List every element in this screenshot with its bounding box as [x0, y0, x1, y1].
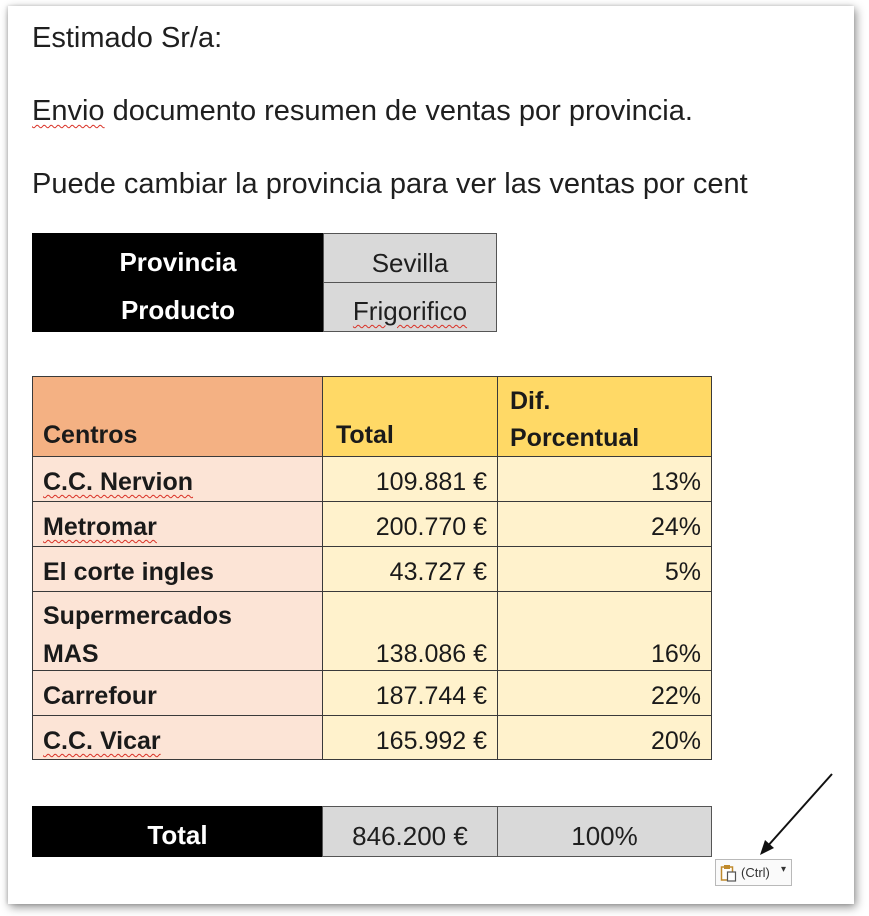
centro-name: C.C. Vicar — [43, 727, 161, 755]
table-row-dif: 13% — [497, 456, 712, 502]
provincia-value[interactable]: Sevilla — [323, 233, 497, 283]
header-dif-line2: Porcentual — [510, 424, 640, 452]
header-centros: Centros — [32, 376, 323, 457]
provincia-label: Provincia — [32, 233, 324, 282]
intro-line — [32, 95, 693, 128]
clipboard-icon — [720, 864, 738, 882]
table-row-dif: 20% — [497, 715, 712, 760]
table-row-centro — [32, 591, 323, 671]
table-row-total: 109.881 € — [322, 456, 498, 502]
producto-value-text: Frigorifico — [352, 296, 468, 326]
paste-options-label: (Ctrl) — [741, 865, 770, 880]
table-row-dif: 16% — [497, 591, 712, 671]
table-row-dif: 24% — [497, 501, 712, 547]
spell-flagged-word: Envio — [32, 95, 105, 127]
centro-name-line1: Supermercados — [43, 602, 232, 630]
header-dif-porcentual — [497, 376, 712, 457]
centro-name: C.C. Nervion — [43, 468, 194, 496]
table-row-total: 187.744 € — [322, 670, 498, 716]
table-row-total: 138.086 € — [322, 591, 498, 671]
header-dif-line1: Dif. — [510, 387, 551, 415]
table-row-centro — [32, 501, 323, 547]
intro-line-rest: documento resumen de ventas por provincia. — [104, 95, 693, 127]
annotation-arrow — [740, 770, 840, 860]
table-row-dif: 22% — [497, 670, 712, 716]
totals-label: Total — [32, 806, 323, 857]
centro-name-line2: MAS — [43, 640, 99, 668]
centro-name: Metromar — [43, 513, 157, 541]
caret-down-icon: ▾ — [781, 864, 787, 875]
table-row-centro — [32, 456, 323, 502]
producto-label: Producto — [32, 282, 324, 332]
totals-percent: 100% — [497, 806, 712, 857]
table-row-total: 165.992 € — [322, 715, 498, 760]
table-row-total: 200.770 € — [322, 501, 498, 547]
greeting-line: Estimado Sr/a: — [32, 22, 223, 54]
totals-value: 846.200 € — [322, 806, 498, 857]
header-total: Total — [322, 376, 498, 457]
table-row-centro: El corte ingles — [32, 546, 323, 592]
table-row-centro — [32, 715, 323, 760]
instruction-line: Puede cambiar la provincia para ver las ventas por cent — [32, 168, 748, 200]
producto-value[interactable] — [323, 282, 497, 332]
paste-options-button[interactable] — [715, 859, 792, 886]
table-row-total: 43.727 € — [322, 546, 498, 592]
table-row-centro: Carrefour — [32, 670, 323, 716]
table-row-dif: 5% — [497, 546, 712, 592]
